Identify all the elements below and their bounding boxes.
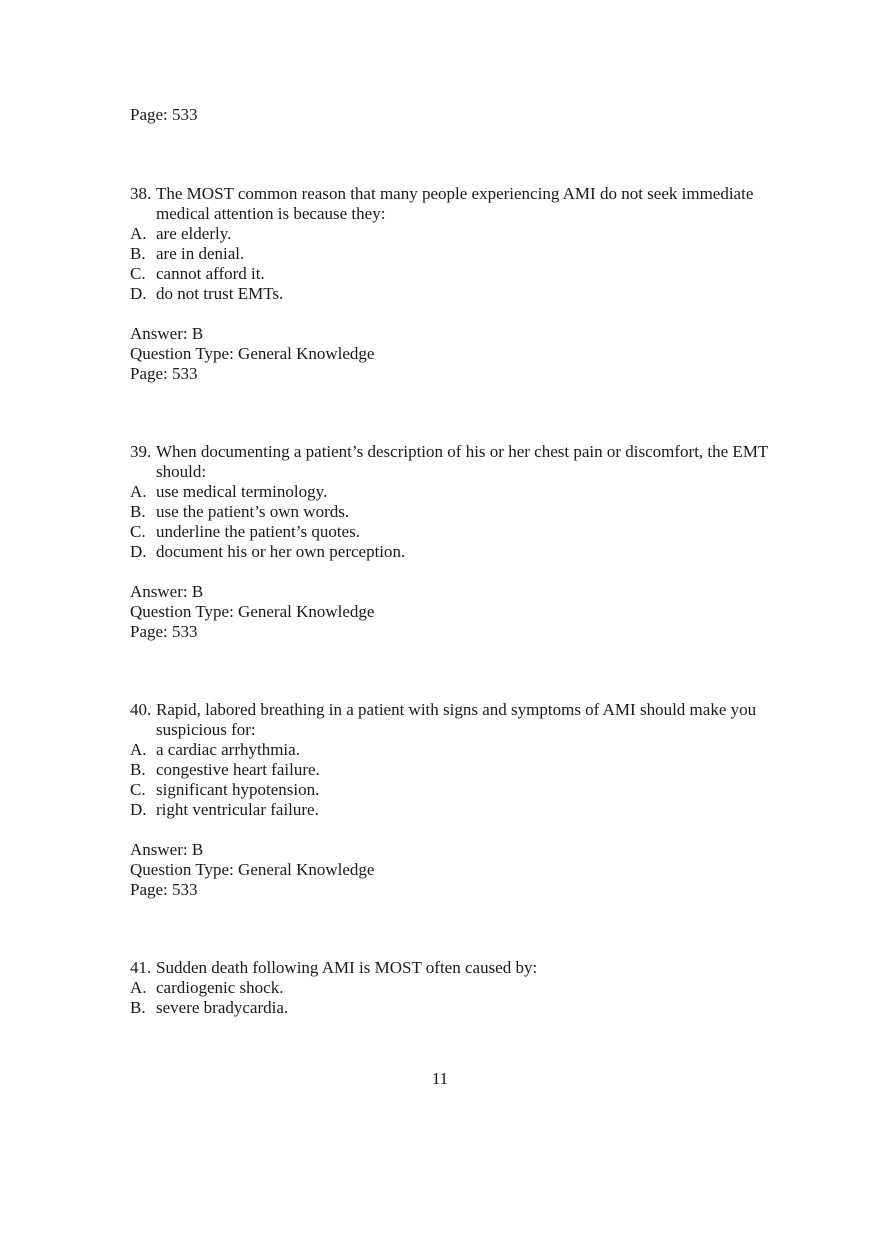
option-text: severe bradycardia. (156, 998, 289, 1017)
question-stem (130, 958, 770, 978)
question-40 (130, 700, 770, 900)
question-number: 38. (130, 184, 152, 203)
option-letter: A. (130, 740, 147, 759)
option-letter: C. (130, 780, 146, 799)
answer-option (130, 740, 770, 760)
answer-key: Answer: B (130, 840, 204, 859)
option-text: underline the patient’s quotes. (156, 522, 360, 541)
option-text: significant hypotension. (156, 780, 320, 799)
answer-option (130, 224, 770, 244)
option-letter: D. (130, 800, 147, 819)
option-letter: D. (130, 284, 147, 303)
question-type: Question Type: General Knowledge (130, 602, 375, 621)
option-text: are elderly. (156, 224, 232, 243)
question-type: Question Type: General Knowledge (130, 860, 375, 879)
option-text: cannot afford it. (156, 264, 265, 283)
question-text: Rapid, labored breathing in a patient with signs and symptoms of AMI should make you suspicious for: (156, 700, 757, 739)
option-letter: C. (130, 264, 146, 283)
question-number: 40. (130, 700, 152, 719)
answer-option (130, 284, 770, 304)
question-text: Sudden death following AMI is MOST often caused by: (156, 958, 538, 977)
option-text: use the patient’s own words. (156, 502, 350, 521)
question-number: 39. (130, 442, 152, 461)
option-text: are in denial. (156, 244, 245, 263)
page-reference: Page: 533 (130, 880, 198, 899)
answer-option (130, 978, 770, 998)
option-letter: A. (130, 978, 147, 997)
option-text: a cardiac arrhythmia. (156, 740, 300, 759)
option-letter: A. (130, 482, 147, 501)
answer-option (130, 800, 770, 820)
option-text: do not trust EMTs. (156, 284, 284, 303)
page-reference: Page: 533 (130, 622, 198, 641)
option-letter: C. (130, 522, 146, 541)
answer-option (130, 760, 770, 780)
option-text: document his or her own perception. (156, 542, 406, 561)
question-38 (130, 184, 770, 384)
answer-option (130, 998, 770, 1018)
answer-option (130, 780, 770, 800)
question-type: Question Type: General Knowledge (130, 344, 375, 363)
question-text: When documenting a patient’s description of his or her chest pain or discomfort, the EMT should: (156, 442, 769, 481)
answer-option (130, 502, 770, 522)
page-reference: Page: 533 (130, 364, 198, 383)
option-letter: B. (130, 998, 146, 1017)
answer-option (130, 482, 770, 502)
answer-option (130, 522, 770, 542)
option-text: right ventricular failure. (156, 800, 319, 819)
answer-option (130, 264, 770, 284)
answer-key: Answer: B (130, 324, 204, 343)
option-text: congestive heart failure. (156, 760, 320, 779)
answer-option (130, 244, 770, 264)
option-letter: A. (130, 224, 147, 243)
answer-key: Answer: B (130, 582, 204, 601)
answer-option (130, 542, 770, 562)
question-41 (130, 958, 770, 1018)
question-stem (130, 184, 770, 224)
question-text: The MOST common reason that many people experiencing AMI do not seek immediate medical attention is because they: (156, 184, 754, 223)
option-text: use medical terminology. (156, 482, 328, 501)
page-reference: Page: 533 (130, 105, 198, 124)
option-text: cardiogenic shock. (156, 978, 284, 997)
question-number: 41. (130, 958, 152, 977)
question-39 (130, 442, 770, 642)
question-stem (130, 442, 770, 482)
footer-page-number: 11 (431, 1069, 449, 1088)
option-letter: B. (130, 502, 146, 521)
option-letter: B. (130, 760, 146, 779)
option-letter: B. (130, 244, 146, 263)
question-stem (130, 700, 770, 740)
option-letter: D. (130, 542, 147, 561)
